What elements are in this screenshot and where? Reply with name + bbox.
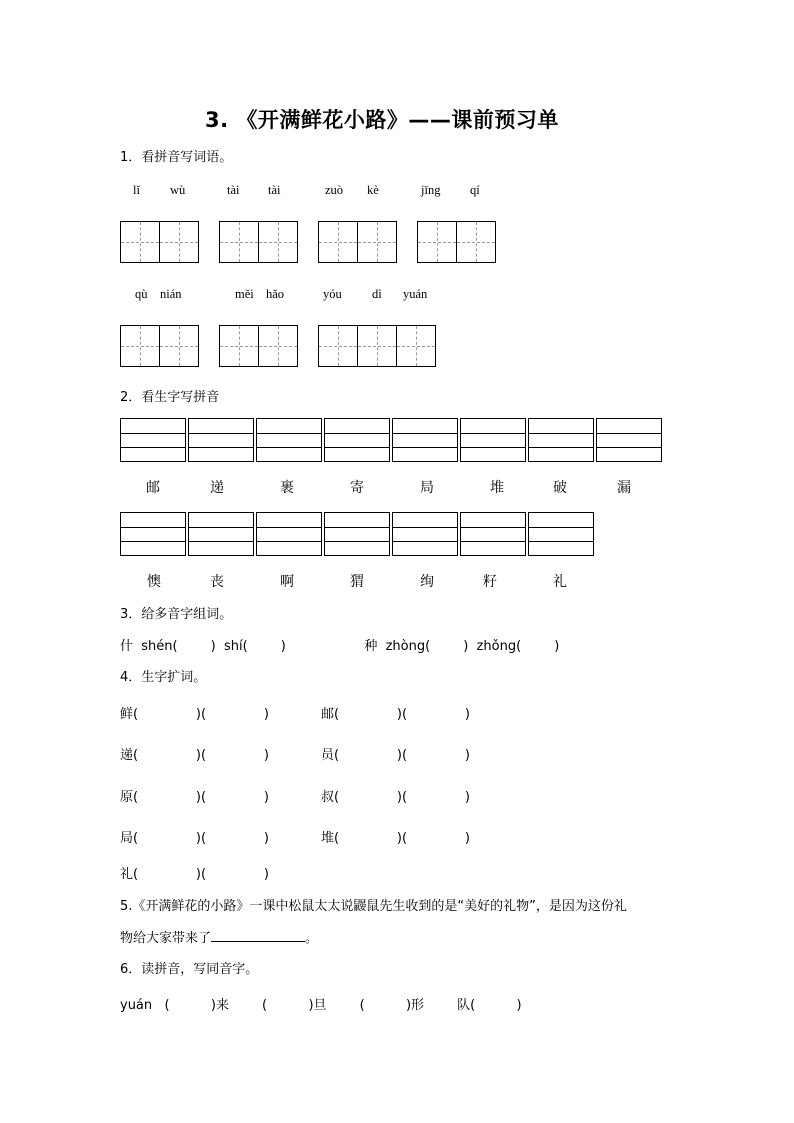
char-writing-box[interactable] [318,221,358,263]
char-writing-box[interactable] [357,221,397,263]
char-writing-box[interactable] [258,325,298,367]
pinyin-label: yuán [403,287,428,301]
char-label: 绚 [420,574,434,590]
pinyin-label: yóu [323,287,342,301]
char-writing-box[interactable] [219,325,259,367]
pinyin-label: qí [470,183,480,197]
pinyin-label: kè [367,183,379,197]
pinyin-writing-box[interactable] [120,418,186,462]
char-label: 丧 [210,574,224,590]
char-writing-box[interactable] [456,221,496,263]
pinyin-label: nián [160,287,182,301]
char-label: 寄 [350,480,364,496]
pinyin-label: měi [235,287,254,301]
q6-heading: 6．读拼音，写同音字。 [120,962,259,977]
char-label: 啊 [280,574,294,590]
pinyin-writing-box[interactable] [528,512,594,556]
pinyin-writing-box[interactable] [392,418,458,462]
char-label: 递 [210,480,224,496]
char-label: 堆 [490,480,504,496]
char-label: 漏 [617,480,631,496]
q3-heading: 3．给多音字组词。 [120,607,233,622]
pinyin-writing-box[interactable] [324,418,390,462]
char-label: 懊 [147,574,161,590]
pinyin-writing-box[interactable] [256,512,322,556]
expand-word-row[interactable]: 递( )( ) [120,748,269,763]
q1-heading: 1．看拼音写词语。 [120,150,233,165]
expand-word-row[interactable]: 叔( )( ) [321,790,470,805]
q5-period: 。 [305,931,319,946]
pinyin-writing-box[interactable] [528,418,594,462]
pinyin-writing-box[interactable] [460,512,526,556]
pinyin-writing-box[interactable] [188,512,254,556]
char-writing-box[interactable] [159,221,199,263]
char-writing-box[interactable] [318,325,358,367]
pinyin-writing-box[interactable] [256,418,322,462]
char-writing-box[interactable] [357,325,397,367]
char-label: 裹 [280,480,294,496]
q6-homophone-line[interactable]: yuán ( )来 ( )旦 ( )形 队( ) [120,998,522,1013]
char-writing-box[interactable] [258,221,298,263]
pinyin-label: qù [135,287,148,301]
char-writing-box[interactable] [219,221,259,263]
page-title: 3. 《开满鲜花小路》——课前预习单 [205,108,559,132]
pinyin-writing-box[interactable] [120,512,186,556]
char-label: 猬 [350,574,364,590]
pinyin-label: dì [372,287,382,301]
q5-question-text: 物给大家带来了 [120,931,212,946]
char-label: 破 [553,480,567,496]
q5-question-line1: 5.《开满鲜花的小路》一课中松鼠太太说鼹鼠先生收到的是“美好的礼物”，是因为这份礼 [120,899,627,914]
char-writing-box[interactable] [396,325,436,367]
pinyin-label: lǐ [133,183,140,197]
pinyin-writing-box[interactable] [460,418,526,462]
q3-polyphone-line[interactable]: 什 shén( ) shí( ) 种 zhòng( ) zhǒng( ) [120,639,560,654]
pinyin-label: tài [268,183,281,197]
char-label: 礼 [553,574,567,590]
expand-word-row[interactable]: 邮( )( ) [321,707,470,722]
expand-word-row[interactable]: 局( )( ) [120,831,269,846]
pinyin-label: zuò [325,183,344,197]
q2-heading: 2．看生字写拼音 [120,390,220,405]
char-writing-box[interactable] [159,325,199,367]
pinyin-writing-box[interactable] [596,418,662,462]
q5-answer-blank[interactable] [211,929,305,942]
pinyin-label: wù [170,183,186,197]
pinyin-writing-box[interactable] [324,512,390,556]
pinyin-writing-box[interactable] [392,512,458,556]
pinyin-label: jīng [421,183,441,197]
char-writing-box[interactable] [120,325,160,367]
q4-heading: 4．生字扩词。 [120,670,207,685]
char-label: 局 [420,480,434,496]
pinyin-label: hǎo [266,287,285,301]
char-writing-box[interactable] [120,221,160,263]
char-writing-box[interactable] [417,221,457,263]
expand-word-row[interactable]: 礼( )( ) [120,867,269,882]
pinyin-writing-box[interactable] [188,418,254,462]
expand-word-row[interactable]: 员( )( ) [321,748,470,763]
pinyin-label: tài [227,183,240,197]
char-label: 籽 [483,574,497,590]
expand-word-row[interactable]: 鲜( )( ) [120,707,269,722]
expand-word-row[interactable]: 堆( )( ) [321,831,470,846]
char-label: 邮 [146,480,160,496]
expand-word-row[interactable]: 原( )( ) [120,790,269,805]
q5-question-line2 [120,927,318,946]
